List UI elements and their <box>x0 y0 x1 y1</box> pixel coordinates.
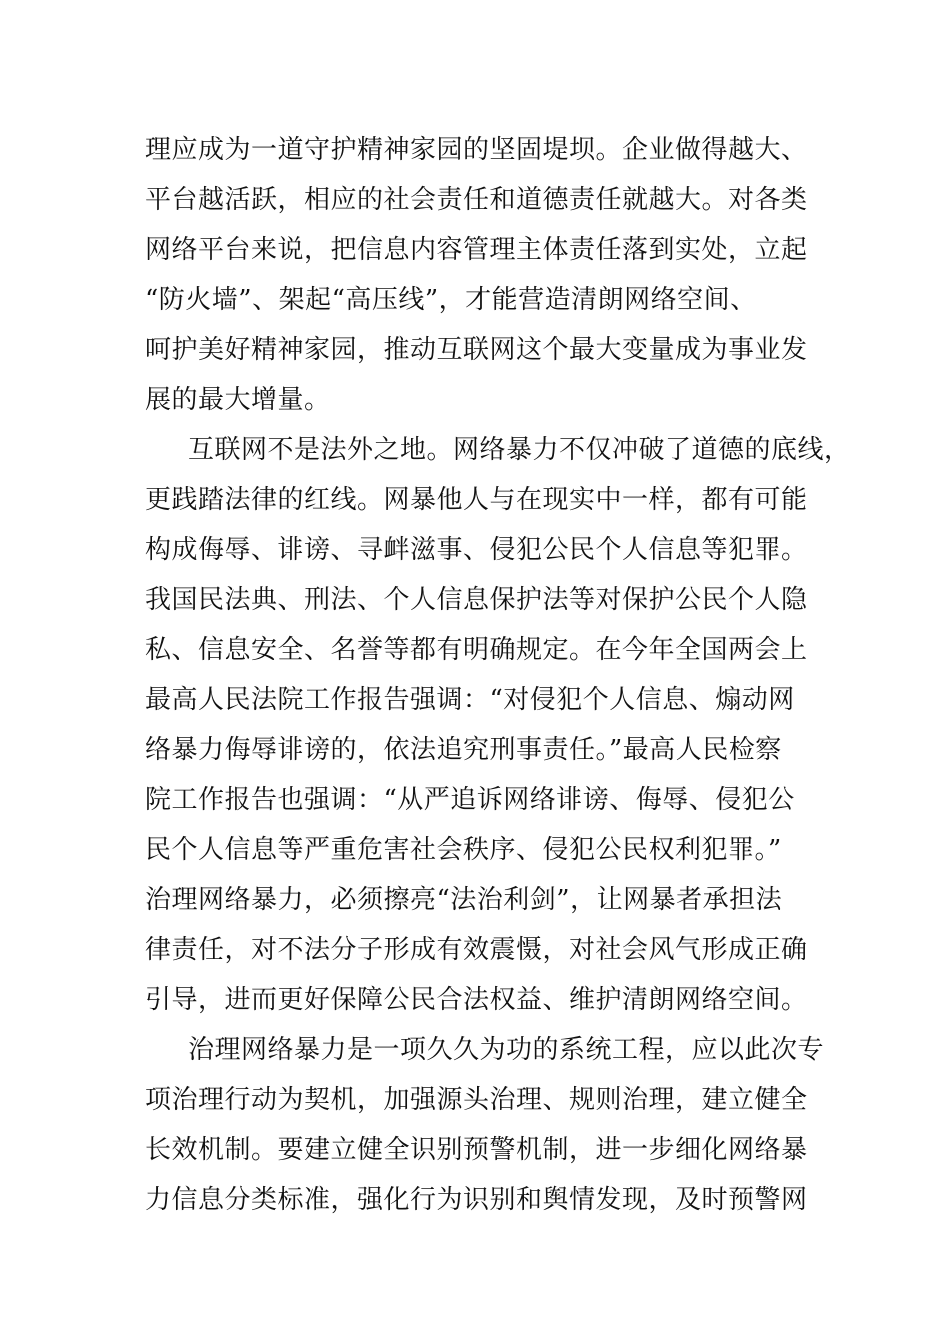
text-line: 呵护美好精神家园，推动互联网这个最大变量成为事业发 <box>145 335 808 365</box>
text-line: 展的最大增量。 <box>145 385 331 415</box>
text-line: 我国民法典、刑法、个人信息保护法等对保护公民个人隐 <box>145 585 808 615</box>
text-line: 平台越活跃，相应的社会责任和道德责任就越大。对各类 <box>145 185 808 215</box>
text-line: 私、信息安全、名誉等都有明确规定。在今年全国两会上 <box>145 635 808 665</box>
text-line: “防火墙”、架起“高压线”，才能营造清朗网络空间、 <box>145 285 757 315</box>
text-line: 更践踏法律的红线。网暴他人与在现实中一样，都有可能 <box>145 485 808 515</box>
text-line: 力信息分类标准，强化行为识别和舆情发现，及时预警网 <box>145 1185 808 1215</box>
text-line: 治理网络暴力，必须擦亮“法治利剑”，让网暴者承担法 <box>145 885 783 915</box>
text-line: 网络平台来说，把信息内容管理主体责任落到实处，立起 <box>145 235 808 265</box>
text-line: 律责任，对不法分子形成有效震慑，对社会风气形成正确 <box>145 935 808 965</box>
text-line: 构成侮辱、诽谤、寻衅滋事、侵犯公民个人信息等犯罪。 <box>145 535 808 565</box>
paragraph-first-line: 互联网不是法外之地。网络暴力不仅冲破了道德的底线， <box>188 435 851 465</box>
text-line: 理应成为一道守护精神家园的坚固堤坝。企业做得越大、 <box>145 135 808 165</box>
text-line: 长效机制。要建立健全识别预警机制，进一步细化网络暴 <box>145 1135 808 1165</box>
text-line: 项治理行动为契机，加强源头治理、规则治理，建立健全 <box>145 1085 808 1115</box>
paragraph-first-line: 治理网络暴力是一项久久为功的系统工程，应以此次专 <box>188 1035 825 1065</box>
text-line: 民个人信息等严重危害社会秩序、侵犯公民权利犯罪。” <box>145 835 782 865</box>
text-line: 最高人民法院工作报告强调：“对侵犯个人信息、煽动网 <box>145 685 795 715</box>
text-line: 引导，进而更好保障公民合法权益、维护清朗网络空间。 <box>145 985 808 1015</box>
text-line: 院工作报告也强调：“从严追诉网络诽谤、侮辱、侵犯公 <box>145 785 795 815</box>
text-line: 络暴力侮辱诽谤的，依法追究刑事责任。”最高人民检察 <box>145 735 782 765</box>
